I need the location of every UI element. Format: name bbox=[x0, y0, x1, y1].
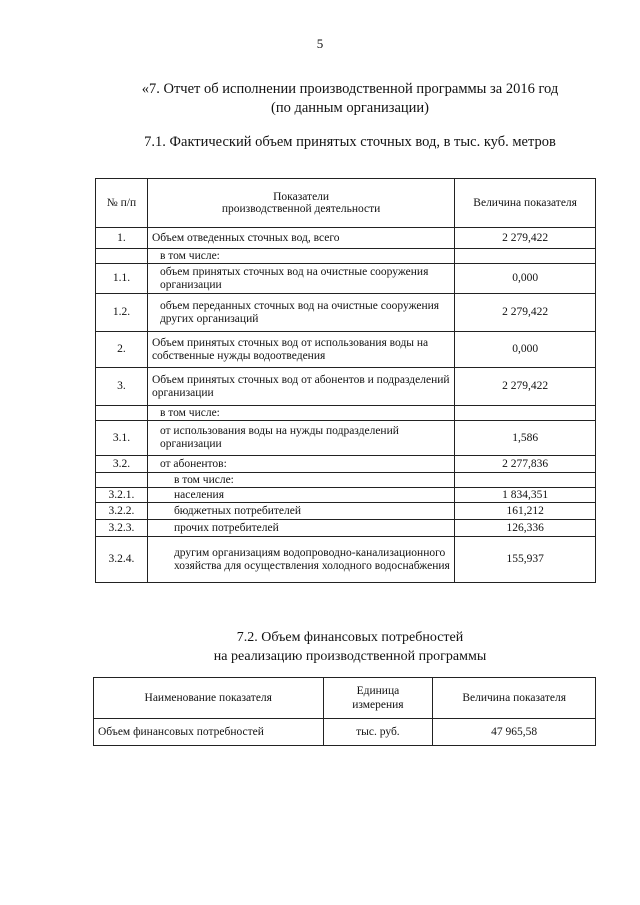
row-num: 3.2.1. bbox=[96, 488, 148, 503]
row-indicator: бюджетных потребителей bbox=[147, 503, 454, 520]
row-indicator-name: Объем финансовых потребностей bbox=[94, 719, 324, 746]
table-row bbox=[96, 264, 596, 294]
table-row bbox=[96, 228, 596, 249]
row-value: 2 277,836 bbox=[455, 456, 596, 473]
financial-needs-table bbox=[93, 677, 596, 746]
table-row bbox=[96, 473, 596, 488]
row-value: 47 965,58 bbox=[433, 719, 596, 746]
row-value: 2 279,422 bbox=[455, 228, 596, 249]
row-indicator: от абонентов: bbox=[147, 456, 454, 473]
header-indicator bbox=[147, 179, 454, 228]
header-unit-line1: Единица bbox=[356, 685, 400, 697]
table-row bbox=[96, 456, 596, 473]
row-indicator: в том числе: bbox=[147, 406, 454, 421]
header-unit bbox=[323, 678, 433, 719]
section-7-2-title-line2: на реализацию производственной программы bbox=[213, 649, 487, 664]
header-value: Величина показателя bbox=[455, 179, 596, 228]
row-num: 1. bbox=[96, 228, 148, 249]
row-num: 2. bbox=[96, 332, 148, 368]
table-row bbox=[96, 368, 596, 406]
row-num: 3.1. bbox=[96, 421, 148, 456]
row-indicator: объем переданных сточных вод на очистные сооружения других организаций bbox=[147, 294, 454, 332]
row-unit: тыс. руб. bbox=[323, 719, 433, 746]
row-num bbox=[96, 249, 148, 264]
table-row bbox=[96, 249, 596, 264]
row-num: 3.2.4. bbox=[96, 537, 148, 583]
table-header-row bbox=[94, 678, 596, 719]
report-title-line2: (по данным организации) bbox=[270, 100, 429, 116]
row-indicator: Объем принятых сточных вод от использования воды на собственные нужды водоотведения bbox=[147, 332, 454, 368]
row-value: 0,000 bbox=[455, 332, 596, 368]
table-row bbox=[96, 294, 596, 332]
row-indicator: населения bbox=[147, 488, 454, 503]
table-row bbox=[96, 520, 596, 537]
row-indicator: от использования воды на нужды подразделений организации bbox=[147, 421, 454, 456]
section-7-1-title: 7.1. Фактический объем принятых сточных вод, в тыс. куб. метров bbox=[144, 134, 556, 150]
header-num: № п/п bbox=[96, 179, 148, 228]
row-num: 3.2. bbox=[96, 456, 148, 473]
row-indicator: Объем отведенных сточных вод, всего bbox=[147, 228, 454, 249]
table-header-row bbox=[96, 179, 596, 228]
table-row bbox=[96, 488, 596, 503]
row-indicator: Объем принятых сточных вод от абонентов и подразделений организации bbox=[147, 368, 454, 406]
page-number: 5 bbox=[316, 36, 324, 51]
row-num: 3.2.3. bbox=[96, 520, 148, 537]
row-num: 3.2.2. bbox=[96, 503, 148, 520]
row-num bbox=[96, 406, 148, 421]
row-value: 0,000 bbox=[455, 264, 596, 294]
table-row bbox=[96, 406, 596, 421]
header-indicator-line1: Показатели bbox=[273, 191, 330, 203]
row-value bbox=[455, 249, 596, 264]
row-value: 126,336 bbox=[455, 520, 596, 537]
row-indicator: в том числе: bbox=[147, 473, 454, 488]
row-num: 1.2. bbox=[96, 294, 148, 332]
table-row bbox=[96, 421, 596, 456]
table-row bbox=[96, 537, 596, 583]
header-value: Величина показателя bbox=[433, 678, 596, 719]
section-7-2-title bbox=[0, 628, 640, 666]
table-row bbox=[94, 719, 596, 746]
row-num: 3. bbox=[96, 368, 148, 406]
row-value: 161,212 bbox=[455, 503, 596, 520]
row-value: 155,937 bbox=[455, 537, 596, 583]
row-indicator: объем принятых сточных вод на очистные сооружения организации bbox=[147, 264, 454, 294]
row-indicator: другим организациям водопроводно-канализационного хозяйства для осуществления холодного водоснабжения bbox=[147, 537, 454, 583]
report-title-line1: «7. Отчет об исполнении производственной программы за 2016 год bbox=[141, 81, 559, 97]
row-num bbox=[96, 473, 148, 488]
row-value: 2 279,422 bbox=[455, 368, 596, 406]
table-row bbox=[96, 503, 596, 520]
header-indicator-name: Наименование показателя bbox=[94, 678, 324, 719]
header-indicator-line2: производственной деятельности bbox=[221, 203, 381, 215]
row-indicator: прочих потребителей bbox=[147, 520, 454, 537]
header-unit-line2: измерения bbox=[352, 699, 404, 711]
row-value: 1,586 bbox=[455, 421, 596, 456]
wastewater-volume-table bbox=[95, 178, 596, 583]
section-7-2-title-line1: 7.2. Объем финансовых потребностей bbox=[236, 630, 464, 645]
table-row bbox=[96, 332, 596, 368]
row-value bbox=[455, 406, 596, 421]
row-value bbox=[455, 473, 596, 488]
report-title bbox=[0, 80, 640, 118]
row-value: 1 834,351 bbox=[455, 488, 596, 503]
row-num: 1.1. bbox=[96, 264, 148, 294]
row-value: 2 279,422 bbox=[455, 294, 596, 332]
row-indicator: в том числе: bbox=[147, 249, 454, 264]
